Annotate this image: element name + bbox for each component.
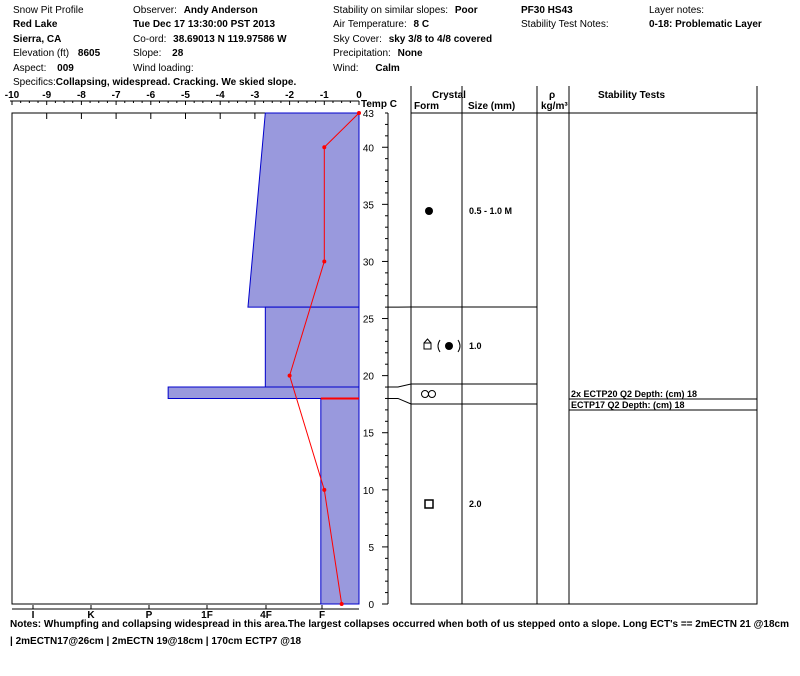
temperature-point [322,259,326,263]
temp-tick-label: -1 [319,90,329,101]
sky-value: sky 3/8 to 4/8 covered [388,34,493,45]
hardness-tick-label: K [87,610,95,621]
air-temp-value: 8 C [413,19,430,30]
temp-tick-label: -6 [146,90,156,101]
depth-top-label: 43 [362,109,374,120]
notes-text: Whumpfing and collapsing widespread in this area.The largest collapses occurred when both of us stepped onto a slope. Long ECT's == 2mECTN 21 @18cm | 2mECTN17@26cm | 2mECTN 19@18cm | 170cm ECTP7 @18 [10,619,789,647]
elevation-value: 8605 [77,48,101,59]
elevation-label: Elevation (ft) [13,48,70,59]
crystal-size-label: 2.0 [469,499,482,509]
coord-value: 38.69013 N 119.97586 W [173,34,287,45]
temp-tick-label: -2 [285,90,295,101]
temp-tick-label: -7 [111,90,121,101]
hardness-tick-label: F [318,610,326,621]
hardness-layer [265,307,359,387]
stability-similar-label: Stability on similar slopes: [333,5,449,16]
crystal-column-header: Crystal [432,90,466,101]
region-name: Sierra, CA [13,34,62,45]
location-name: Red Lake [13,19,58,30]
density-column-header: ρ [549,90,556,101]
hardness-tick-label: 4F [260,610,272,621]
rounds-icon [425,207,433,215]
specifics-value: Collapsing, widespread. Cracking. We skied slope. [55,77,297,88]
depth-tick-label: 30 [362,257,374,269]
hardness-tick-label: P [145,610,153,621]
stability-test-notes-label: Stability Test Notes: [521,19,609,30]
precip-label: Precipitation: [333,48,391,59]
crystal-size-label: 1.0 [469,341,482,351]
profile-title: Snow Pit Profile [13,5,84,16]
temperature-point [357,111,361,115]
depth-tick-label: 0 [368,600,374,611]
slope-value: 28 [172,48,184,59]
faceted-rounding-icon [424,343,431,349]
temp-tick-label: -3 [250,90,260,101]
crystal-table [388,86,757,604]
temperature-point [322,145,326,149]
surface-hoar-icon [429,391,436,398]
depth-tick-label: 5 [368,542,374,554]
crystal-table-frame [411,113,757,604]
pit-code: PF30 HS43 [521,5,573,16]
temp-tick-label: -5 [181,90,190,101]
layer-notes-value: 0-18: Problematic Layer [649,19,762,30]
notes-label: Notes: [10,619,42,630]
paren-right-icon [458,340,460,352]
temperature-point [322,488,326,492]
hardness-layer [248,113,359,307]
wind-loading-label: Wind loading: [133,63,194,74]
depth-tick-label: 35 [362,200,374,212]
slope-label: Slope: [133,48,162,59]
temp-column-header: Temp C [361,99,397,110]
aspect-value: 009 [57,63,74,74]
depth-tick-label: 15 [362,428,374,440]
paren-left-icon [438,340,440,352]
stability-test-label: 2x ECTP20 Q2 Depth: (cm) 18 [571,389,698,399]
layer-notes-label: Layer notes: [649,5,705,16]
observation-datetime: Tue Dec 17 13:30:00 PST 2013 [133,19,276,30]
stability-test-label: ECTP17 Q2 Depth: (cm) 18 [571,400,685,410]
temperature-point [340,602,344,606]
size-column-header: Size (mm) [468,101,516,112]
depth-tick-label: 40 [362,143,374,155]
form-column-header: Form [414,101,439,112]
density-unit-header: kg/m³ [541,101,568,112]
temperature-point [288,374,292,378]
hardness-layer [321,398,359,604]
hardness-layer [168,387,359,398]
faceted-rounding-icon [424,339,431,343]
observer-value: Andy Anderson [183,5,258,16]
sky-label: Sky Cover: [333,34,382,45]
faceted-icon [425,500,433,508]
notes-block [10,616,790,650]
stability-tests-column-header: Stability Tests [598,90,666,101]
depth-tick-label: 10 [362,485,374,497]
temp-tick-label: -10 [4,90,20,101]
coord-label: Co-ord: [133,34,167,45]
wind-label: Wind: [333,63,359,74]
precip-value: None [397,48,423,59]
crystal-size-label: 0.5 - 1.0 M [469,206,513,216]
depth-tick-label: 20 [362,371,374,383]
observer-label: Observer: [133,5,177,16]
hardness-tick-label: 1F [201,610,213,621]
surface-hoar-icon [422,391,429,398]
aspect-label: Aspect: [13,63,47,74]
hardness-tick-label: I [31,610,35,621]
wind-value: Calm [375,63,400,74]
rounds-icon [445,342,453,350]
temp-tick-label: -4 [215,90,225,101]
depth-tick-label: 25 [362,314,374,326]
stability-similar-value: Poor [454,5,478,16]
specifics-label: Specifics: [13,77,56,88]
temp-tick-label: -9 [42,90,52,101]
temp-tick-label: 0 [356,90,362,101]
air-temp-label: Air Temperature: [333,19,407,30]
temp-tick-label: -8 [76,90,86,101]
